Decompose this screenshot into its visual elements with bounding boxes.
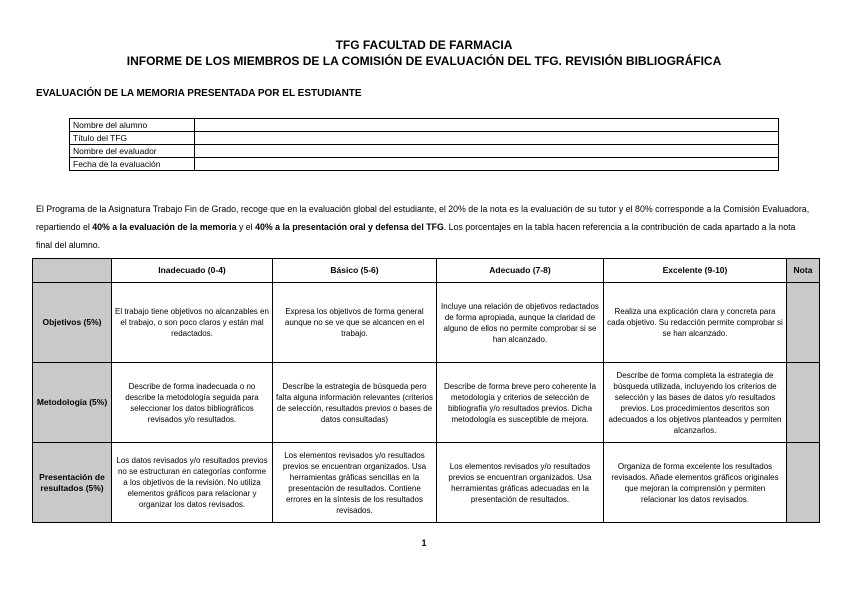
evaluator-name-field[interactable] — [195, 145, 779, 158]
field-label: Nombre del alumno — [70, 119, 195, 132]
rubric-cell: Expresa los objetivos de forma general aunque no se ve que se alcancen en el trabajo. — [273, 283, 437, 363]
rubric-cell: Describe de forma inadecuada o no describe la metodología seguida para seleccionar los datos bibliográficos revisados y/o resultados. — [112, 363, 273, 443]
rubric-cell: El trabajo tiene objetivos no alcanzables en el trabajo, o son poco claros y están mal redactados. — [112, 283, 273, 363]
nota-cell[interactable] — [787, 443, 820, 523]
table-row — [70, 132, 779, 145]
rubric-cell: Describe de forma breve pero coherente la metodología y criterios de selección de bibliografía y/o resultados previos. Dicha metodología es susceptible de mejora. — [437, 363, 604, 443]
rubric-cell: Los elementos revisados y/o resultados previos se encuentran organizados. Usa herramientas gráficas adecuadas en la presentación de resultados. — [437, 443, 604, 523]
rubric-header-cell — [33, 259, 112, 283]
field-label: Nombre del evaluador — [70, 145, 195, 158]
rubric-header-row — [33, 259, 820, 283]
table-row — [33, 283, 820, 363]
rubric-header-cell: Básico (5-6) — [273, 259, 437, 283]
intro-bold: 40% a la presentación oral y defensa del TFG — [255, 222, 444, 232]
criterion-label: Metodología (5%) — [33, 363, 112, 443]
intro-paragraph — [36, 200, 812, 254]
nota-cell[interactable] — [787, 283, 820, 363]
student-info-table — [69, 118, 779, 171]
rubric-cell: Incluye una relación de objetivos redactados de forma apropiada, aunque la claridad de alguno de ellos no permite comprobar si se han alcanzado. — [437, 283, 604, 363]
document-subtitle: INFORME DE LOS MIEMBROS DE LA COMISIÓN DE EVALUACIÓN DEL TFG. REVISIÓN BIBLIOGRÁFICA — [126, 54, 722, 68]
rubric-header-cell: Nota — [787, 259, 820, 283]
field-label: Título del TFG — [70, 132, 195, 145]
intro-text: y el — [236, 222, 256, 232]
rubric-cell: Los elementos revisados y/o resultados previos se encuentran organizados. Usa herramientas gráficas sencillas en la presentación de resultados. Contiene errores en la síntesis de los resultados revisados. — [273, 443, 437, 523]
table-row — [70, 119, 779, 132]
rubric-cell: Realiza una explicación clara y concreta para cada objetivo. Su redacción permite comprobar si se han alcanzado. — [604, 283, 787, 363]
rubric-table — [32, 258, 820, 523]
table-row — [33, 363, 820, 443]
rubric-header-cell: Inadecuado (0-4) — [112, 259, 273, 283]
intro-text: . Los porcentajes en la tabla hacen referencia a la contribución de cada apartado a la nota final del alumno. — [36, 222, 796, 250]
intro-bold: 40% a la evaluación de la memoria — [92, 222, 237, 232]
evaluation-date-field[interactable] — [195, 158, 779, 171]
criterion-label: Objetivos (5%) — [33, 283, 112, 363]
table-row — [70, 145, 779, 158]
rubric-header-cell: Adecuado (7-8) — [437, 259, 604, 283]
rubric-cell: Describe la estrategia de búsqueda pero falta alguna información relevantes (criterios de selección, resultados previos o bases de datos consultadas) — [273, 363, 437, 443]
table-row — [33, 443, 820, 523]
table-row — [70, 158, 779, 171]
rubric-cell: Los datos revisados y/o resultados previos no se estructuran en categorías conforme a los objetivos de la revisión. No utiliza elementos gráficos para relacionar y organizar los datos revisados. — [112, 443, 273, 523]
document-title: TFG FACULTAD DE FARMACIA — [335, 38, 513, 52]
rubric-cell: Organiza de forma excelente los resultados revisados. Añade elementos gráficos originales que mejoran la comprensión y permiten relacionar los datos revisados. — [604, 443, 787, 523]
student-name-field[interactable] — [195, 119, 779, 132]
page-number: 1 — [421, 538, 427, 548]
tfg-title-field[interactable] — [195, 132, 779, 145]
field-label: Fecha de la evaluación — [70, 158, 195, 171]
criterion-label: Presentación de resultados (5%) — [33, 443, 112, 523]
section-heading: EVALUACIÓN DE LA MEMORIA PRESENTADA POR EL ESTUDIANTE — [36, 88, 362, 99]
nota-cell[interactable] — [787, 363, 820, 443]
rubric-cell: Describe de forma completa la estrategia de búsqueda utilizada, incluyendo los criterios de selección y las bases de datos y/o resultados previos. Los procedimientos descritos son adecuados a los objetivos planteados y permiten alcanzarlos. — [604, 363, 787, 443]
intro-text: El Programa de la Asignatura Trabajo Fin de Grado, recoge que en la evaluación global del estudiante, el 20% de la nota es la evaluación de su tutor y el 80% corresponde a la Comisión Evaluadora, repartiendo el — [36, 204, 810, 232]
rubric-header-cell: Excelente (9-10) — [604, 259, 787, 283]
